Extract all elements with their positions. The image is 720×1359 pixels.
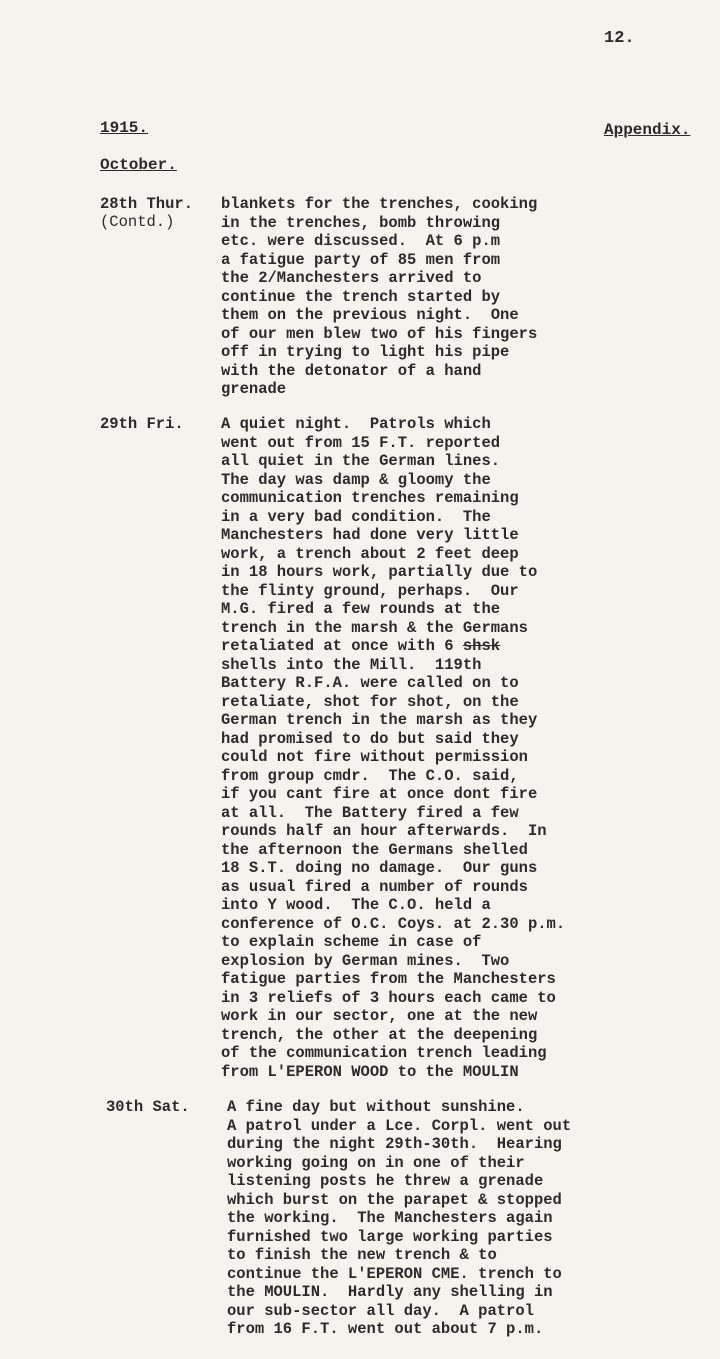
text-line: the afternoon the Germans shelled [221, 840, 528, 859]
text-line: of the communication trench leading [221, 1044, 547, 1062]
text-line: from L'EPERON WOOD to the MOULIN [221, 1062, 519, 1081]
text-line: at all. The Battery fired a few [221, 803, 519, 822]
text-line: in 3 reliefs of 3 hours each came to [221, 988, 556, 1007]
text-line: the 2/Manchesters arrived to [221, 269, 482, 287]
text-line: A fine day but without sunshine. [227, 1098, 525, 1116]
text-line: with the detonator of a hand [221, 361, 482, 380]
text-line: went out from 15 F.T. reported [221, 433, 501, 452]
entry-date: 29th Fri. [100, 415, 184, 433]
entry-text [227, 1098, 571, 1339]
text-line: from group cmdr. The C.O. said, [221, 766, 519, 785]
text-line: a fatigue party of 85 men from [221, 250, 501, 269]
text-line: all quiet in the German lines. [221, 452, 501, 470]
text-line: which burst on the parapet & stopped [227, 1190, 562, 1209]
entry-text [221, 195, 537, 399]
text-line: to explain scheme in case of [221, 933, 482, 951]
text-line: listening posts he threw a grenade [227, 1172, 544, 1190]
text-line: of our men blew two of his fingers [221, 324, 538, 343]
text-line: to finish the new trench & to [227, 1246, 497, 1264]
text-line: working going on in one of their [227, 1153, 525, 1172]
text-line: furnished two large working parties [227, 1227, 553, 1246]
text-line: shells into the Mill. 119th [221, 655, 482, 674]
text-line: continue the L'EPERON CME. trench to [227, 1264, 562, 1283]
text-line: in a very bad condition. The [221, 507, 491, 526]
struck-out-word: shsk [462, 637, 501, 655]
text-fragment: retaliated at once with 6 [221, 637, 463, 655]
text-line: 18 S.T. doing no damage. Our guns [221, 859, 538, 877]
text-line: trench, the other at the deepening [221, 1025, 538, 1044]
text-line: in the trenches, bomb throwing [221, 213, 501, 232]
entry-text [221, 415, 565, 1081]
text-line: German trench in the marsh as they [221, 711, 538, 729]
text-line: retaliate, shot for shot, on the [221, 692, 519, 711]
text-line: our sub-sector all day. A patrol [227, 1301, 534, 1320]
text-line: M.G. fired a few rounds at the [221, 600, 501, 618]
text-line: from 16 F.T. went out about 7 p.m. [227, 1320, 544, 1338]
text-line: in 18 hours work, partially due to [221, 563, 538, 581]
entry-date-note: (Contd.) [100, 213, 175, 231]
text-line: into Y wood. The C.O. held a [221, 896, 491, 914]
text-line: work, a trench about 2 feet deep [221, 544, 519, 563]
text-line: blankets for the trenches, cooking [221, 195, 538, 213]
entry-date: 28th Thur. [100, 195, 194, 213]
text-line: The day was damp & gloomy the [221, 470, 491, 489]
text-line: off in trying to light his pipe [221, 343, 510, 361]
appendix-heading: Appendix. [604, 121, 691, 139]
text-line: etc. were discussed. At 6 p.m [221, 232, 501, 250]
text-line: conference of O.C. Coys. at 2.30 p.m. [221, 914, 566, 933]
text-line: during the night 29th-30th. Hearing [227, 1135, 562, 1153]
page-number: 12. [604, 29, 635, 48]
text-line-with-strike [221, 637, 565, 656]
text-line: as usual fired a number of rounds [221, 877, 528, 896]
text-line: Battery R.F.A. were called on to [221, 674, 519, 692]
text-line: continue the trench started by [221, 287, 501, 306]
text-line: grenade [221, 380, 287, 398]
text-line: trench in the marsh & the Germans [221, 618, 528, 637]
text-line: work in our sector, one at the new [221, 1007, 538, 1025]
year-heading: 1915. [100, 119, 149, 137]
text-line: communication trenches remaining [221, 489, 519, 507]
text-line: A patrol under a Lce. Corpl. went out [227, 1116, 572, 1135]
text-line: rounds half an hour afterwards. In [221, 822, 547, 840]
text-line: the working. The Manchesters again [227, 1209, 553, 1227]
text-line: A quiet night. Patrols which [221, 415, 491, 433]
text-line: if you cant fire at once dont fire [221, 785, 538, 803]
text-line: fatigue parties from the Manchesters [221, 970, 556, 988]
text-line: the MOULIN. Hardly any shelling in [227, 1283, 553, 1301]
text-line: explosion by German mines. Two [221, 951, 510, 970]
text-line: had promised to do but said they [221, 729, 519, 748]
entry-date: 30th Sat. [106, 1098, 190, 1116]
text-line: them on the previous night. One [221, 306, 519, 324]
text-line: the flinty ground, perhaps. Our [221, 581, 519, 600]
month-heading: October. [100, 156, 177, 174]
text-line: could not fire without permission [221, 748, 528, 766]
text-line: Manchesters had done very little [221, 526, 519, 544]
